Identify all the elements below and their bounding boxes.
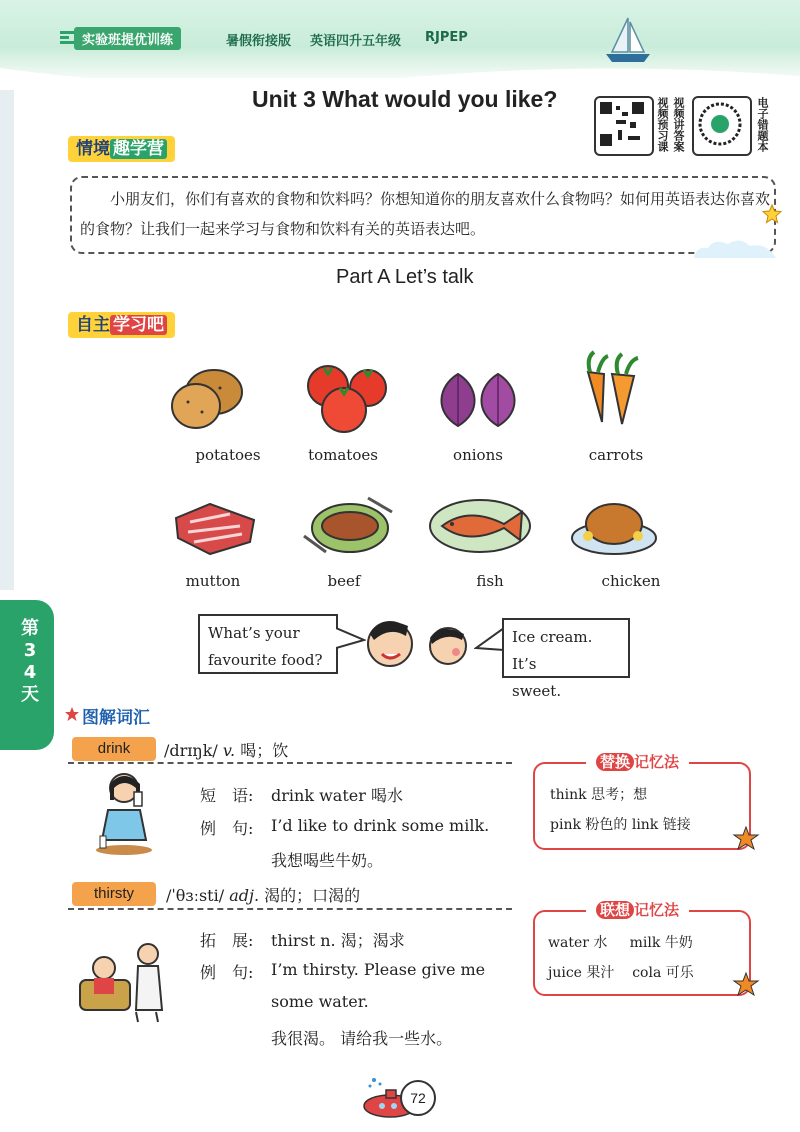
answer-line-1: Ice cream. It’s — [512, 628, 593, 673]
vocab-thirsty-example-line-2: some water. — [271, 992, 369, 1011]
boys-illustration — [360, 608, 480, 678]
left-margin-stripe — [0, 90, 14, 590]
qr-code-icon — [596, 98, 648, 150]
scenario-section-badge — [68, 136, 175, 162]
question-line-1: What’s your — [208, 624, 300, 642]
star-bullet-icon — [64, 706, 80, 722]
vocab-drink-example: I’d like to drink some milk. — [271, 816, 490, 835]
qr-code-mistakes[interactable] — [692, 96, 752, 156]
divider-dashed — [68, 908, 512, 910]
vocab-thirsty-example-label: 例 句: — [200, 963, 254, 982]
thirsty-boy-illustration — [76, 940, 172, 1024]
starfish-icon — [732, 826, 760, 852]
vocab-tag-drink: drink — [72, 737, 156, 761]
vocab-tag-thirsty: thirsty — [72, 882, 156, 906]
vocab-thirsty-translation: 我很渴。 请给我一些水。 — [271, 1029, 453, 1048]
vocab-thirsty-definition — [166, 883, 360, 906]
potatoes-image — [168, 366, 246, 432]
answer-bubble — [502, 618, 630, 700]
qr-code-icon — [694, 98, 746, 150]
qr-label-answers: 视频讲答案 — [672, 97, 685, 152]
food-word-potatoes: potatoes — [195, 446, 261, 464]
mutton-image — [170, 498, 260, 560]
food-word-carrots: carrots — [588, 446, 644, 464]
edition-label: 暑假衔接版 — [226, 34, 292, 49]
answer-bubble-tail — [474, 626, 504, 654]
qr-label-preview: 视频预习课 — [656, 97, 669, 152]
question-bubble — [198, 614, 338, 674]
sailboat-icon — [600, 14, 656, 66]
vocab-thirsty-phonetic: /ˈθɜːsti/ — [166, 886, 225, 905]
memo2-highlight: 联想 — [596, 901, 634, 919]
intro-text: 小朋友们，你们有喜欢的食物和饮料吗？你想知道你的朋友喜欢什么食物吗？如何用英语表达你喜欢的食物？让我们一起来学习与食物和饮料有关的英语表达吧。 — [80, 190, 771, 238]
vocab-drink-pos: v. — [222, 741, 236, 760]
vocab-drink-definition — [164, 738, 288, 761]
answer-line-2: sweet. — [512, 682, 562, 700]
divider-dashed — [68, 762, 512, 764]
page-number: 72 — [400, 1080, 436, 1116]
memo-box-replace — [533, 762, 751, 850]
food-word-tomatoes: tomatoes — [308, 446, 378, 464]
vocab-section-title: 图解词汇 — [82, 708, 150, 728]
vocab-drink-meaning: 喝；饮 — [240, 741, 289, 760]
beef-image — [298, 490, 398, 560]
question-line-2: favourite food? — [208, 651, 323, 669]
food-word-chicken: chicken — [601, 572, 661, 590]
series-title: 实验班提优训练 — [74, 27, 181, 50]
vocab-drink-phrase-label: 短 语: — [200, 786, 254, 805]
memo1-line-2: pink 粉色的 link 链接 — [550, 817, 691, 833]
vocab-thirsty-example-line-1: I’m thirsty. Please give me — [271, 960, 486, 979]
vocab-thirsty-phrase: thirst n. 渴；渴求 — [271, 931, 405, 950]
memo2-line-1: water 水 milk 牛奶 — [548, 935, 693, 951]
food-word-beef: beef — [327, 572, 361, 590]
vocab-drink-translation: 我想喝些牛奶。 — [271, 851, 384, 870]
self-study-label-highlight: 学习吧 — [110, 315, 167, 335]
self-study-label-plain: 自主 — [76, 315, 110, 335]
vocab-drink-example-label: 例 句: — [200, 819, 254, 838]
grade-label: 英语四升五年级 — [310, 34, 402, 49]
memo1-highlight: 替换 — [596, 753, 634, 771]
day-label: 第34天 — [21, 618, 39, 705]
qr-label-mistakes: 电子错题本 — [756, 97, 769, 152]
carrots-image — [572, 350, 642, 426]
vocab-drink-phonetic: /drɪŋk/ — [164, 741, 218, 760]
girl-drinking-illustration — [88, 770, 162, 856]
vocab-thirsty-phrase-label: 拓 展: — [200, 931, 254, 950]
onions-image — [430, 366, 526, 432]
fish-image — [428, 496, 532, 556]
food-word-fish: fish — [476, 572, 504, 590]
scenario-label-plain: 情境 — [76, 139, 110, 159]
part-title: Part A Let’s talk — [336, 266, 474, 288]
chicken-image — [568, 490, 660, 558]
qr-code-preview[interactable] — [594, 96, 654, 156]
memo-title-replace — [586, 750, 689, 774]
cloud-icon — [690, 236, 780, 260]
memo1-rest: 记忆法 — [634, 753, 680, 771]
vocab-thirsty-meaning: 渴的；口渴的 — [264, 886, 361, 905]
unit-title: Unit 3 What would you like? — [252, 86, 558, 112]
star-icon — [762, 204, 782, 224]
self-study-section-badge — [68, 312, 175, 338]
tomatoes-image — [300, 362, 390, 434]
memo1-line-1: think 思考；想 — [550, 787, 648, 803]
memo2-rest: 记忆法 — [634, 901, 680, 919]
food-word-mutton: mutton — [185, 572, 241, 590]
vocab-thirsty-pos: adj. — [229, 886, 260, 905]
vocab-drink-phrase: drink water 喝水 — [271, 786, 403, 805]
scenario-label-highlight: 趣学营 — [110, 139, 167, 159]
food-word-onions: onions — [453, 446, 503, 464]
memo-box-associate — [533, 910, 751, 996]
publisher-label: RJPEP — [425, 30, 468, 45]
memo2-line-2: juice 果汁 cola 可乐 — [548, 965, 694, 981]
starfish-icon — [732, 972, 760, 998]
memo-title-associate — [586, 898, 689, 922]
